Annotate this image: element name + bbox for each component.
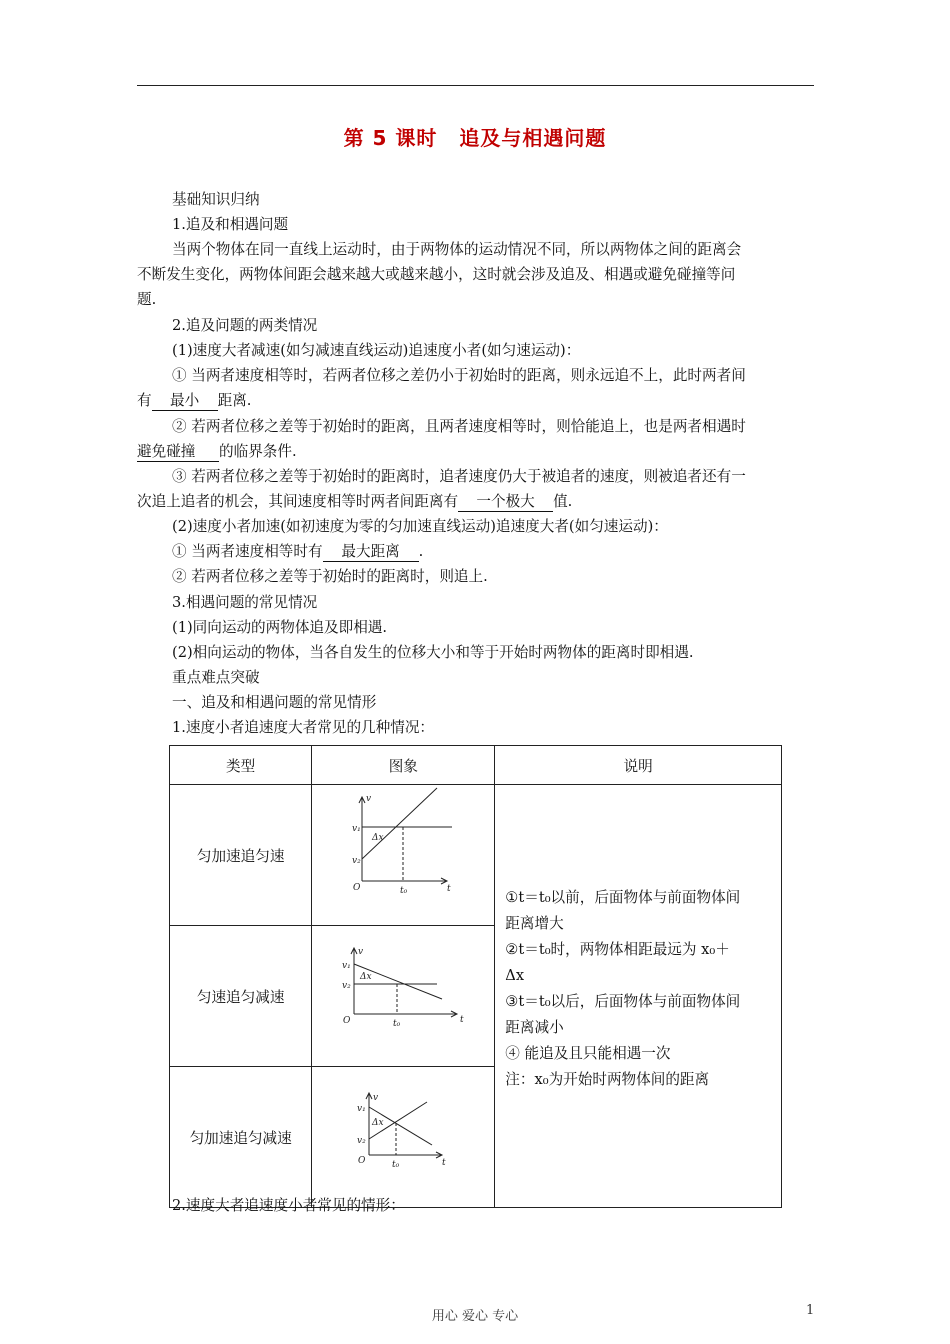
- title-lesson: 第 5 课时: [343, 126, 438, 150]
- label-v: v: [358, 947, 364, 957]
- note-line: 注：x₀为开始时两物体间的距离: [505, 1071, 710, 1088]
- label-v2: v₂: [352, 856, 361, 866]
- notes-cell: [495, 785, 782, 1208]
- label-t0: t₀: [400, 886, 408, 896]
- label-t0: t₀: [392, 1160, 400, 1170]
- graph-cell: [312, 1067, 495, 1208]
- paragraph-line: ② 若两者位移之差等于初始时的距离，且两者速度相等时，则恰能追上，也是两者相遇时: [172, 418, 746, 435]
- page-number: 1: [806, 1303, 815, 1318]
- note-line: ④ 能追及且只能相遇一次: [505, 1045, 671, 1062]
- footer-motto: 用心 爱心 专心: [431, 1309, 519, 1324]
- paragraph-line: 当两个物体在同一直线上运动时，由于两物体的运动情况不同，所以两物体之间的距离会: [172, 241, 742, 258]
- note-line: ③t＝t₀以后，后面物体与前面物体间: [505, 993, 741, 1010]
- label-t0: t₀: [393, 1019, 401, 1029]
- label-dx: Δx: [372, 1118, 384, 1128]
- section-2-title: 2.追及问题的两类情况: [172, 317, 318, 334]
- table-header-row: [170, 746, 782, 785]
- paragraph-line: ② 若两者位移之差等于初始时的距离时，则追上.: [172, 568, 488, 585]
- label-t: t: [447, 884, 451, 894]
- section-1-title: 1.追及和相遇问题: [172, 216, 289, 233]
- subsection-item: 2.速度大者追速度小者常见的情形：: [172, 1197, 405, 1214]
- header-notes: 说明: [495, 746, 782, 785]
- graph-cell: [312, 926, 495, 1067]
- type-cell: 匀速追匀减速: [170, 926, 312, 1067]
- paragraph-line: 避免碰撞 的临界条件.: [137, 443, 297, 460]
- paragraph-line: (2)相向运动的物体，当各自发生的位移大小和等于开始时两物体的距离时即相遇.: [172, 644, 694, 661]
- heading-basic: 基础知识归纳: [172, 191, 260, 208]
- graph-accel-vs-decel: [312, 1067, 494, 1203]
- table-row: [170, 785, 782, 926]
- header-graph: 图象: [312, 746, 495, 785]
- header-type: 类型: [170, 746, 312, 785]
- label-t: t: [442, 1158, 446, 1168]
- label-v: v: [366, 794, 372, 804]
- cases-table: [169, 745, 782, 1208]
- label-v1: v₁: [352, 824, 361, 834]
- section-3-title: 3.相遇问题的常见情况: [172, 594, 318, 611]
- fill-blank: 一个极大: [458, 493, 553, 512]
- paragraph-line: 不断发生变化，两物体间距会越来越大或越来越小，这时就会涉及追及、相遇或避免碰撞等问: [137, 266, 736, 283]
- graph-accel-vs-uniform: [312, 785, 494, 921]
- paragraph-line: ③ 若两者位移之差等于初始时的距离时，追者速度仍大于被追者的速度，则被追者还有一: [172, 468, 746, 485]
- label-v1: v₁: [357, 1104, 366, 1114]
- fill-blank: 最大距离: [323, 543, 419, 562]
- label-v2: v₂: [342, 981, 351, 991]
- note-line: 距离减小: [505, 1019, 564, 1036]
- label-v2: v₂: [357, 1136, 366, 1146]
- paragraph-line: (1)同向运动的两物体追及即相遇.: [172, 619, 388, 636]
- paragraph-line: 题.: [137, 291, 157, 308]
- label-origin: O: [358, 1156, 366, 1166]
- label-t: t: [460, 1015, 464, 1025]
- heading-key: 重点难点突破: [172, 669, 260, 686]
- graph-cell: [312, 785, 495, 926]
- label-dx: Δx: [360, 972, 372, 982]
- fill-blank: 避免碰撞: [137, 443, 219, 462]
- paragraph-line: 有 最小 距离.: [137, 392, 252, 409]
- accelerating-velocity-line: [362, 788, 437, 859]
- subsection-title: 一、追及和相遇问题的常见情形: [172, 694, 377, 711]
- page-title: [0, 122, 950, 151]
- graph-uniform-vs-decel: [312, 926, 494, 1062]
- fill-blank: 最小: [152, 392, 218, 411]
- case-1: (1)速度大者减速(如匀减速直线运动)追速度小者(如匀速运动)：: [172, 342, 581, 359]
- label-dx: Δx: [372, 833, 384, 843]
- note-line: ①t＝t₀以前，后面物体与前面物体间: [505, 889, 741, 906]
- type-cell: 匀加速追匀速: [170, 785, 312, 926]
- label-v1: v₁: [342, 961, 351, 971]
- case-2: (2)速度小者加速(如初速度为零的匀加速直线运动)追速度大者(如匀速运动)：: [172, 518, 668, 535]
- paragraph-line: ① 当两者速度相等时，若两者位移之差仍小于初始时的距离，则永远追不上，此时两者间: [172, 367, 746, 384]
- paragraph-line: 次追上追者的机会，其间速度相等时两者间距离有 一个极大 值.: [137, 493, 573, 510]
- label-origin: O: [343, 1016, 351, 1026]
- note-line: ②t＝t₀时，两物体相距最远为 x₀＋: [505, 941, 730, 958]
- paragraph-line: ① 当两者速度相等时有 最大距离 .: [172, 543, 424, 560]
- note-line: 距离增大: [505, 915, 564, 932]
- label-v: v: [373, 1093, 379, 1103]
- header-rule: [137, 85, 814, 86]
- type-cell: 匀加速追匀减速: [170, 1067, 312, 1208]
- subsection-item: 1.速度小者追速度大者常见的几种情况：: [172, 719, 435, 736]
- label-origin: O: [353, 883, 361, 893]
- title-topic: 追及与相遇问题: [459, 126, 607, 150]
- note-line: Δx: [505, 967, 525, 984]
